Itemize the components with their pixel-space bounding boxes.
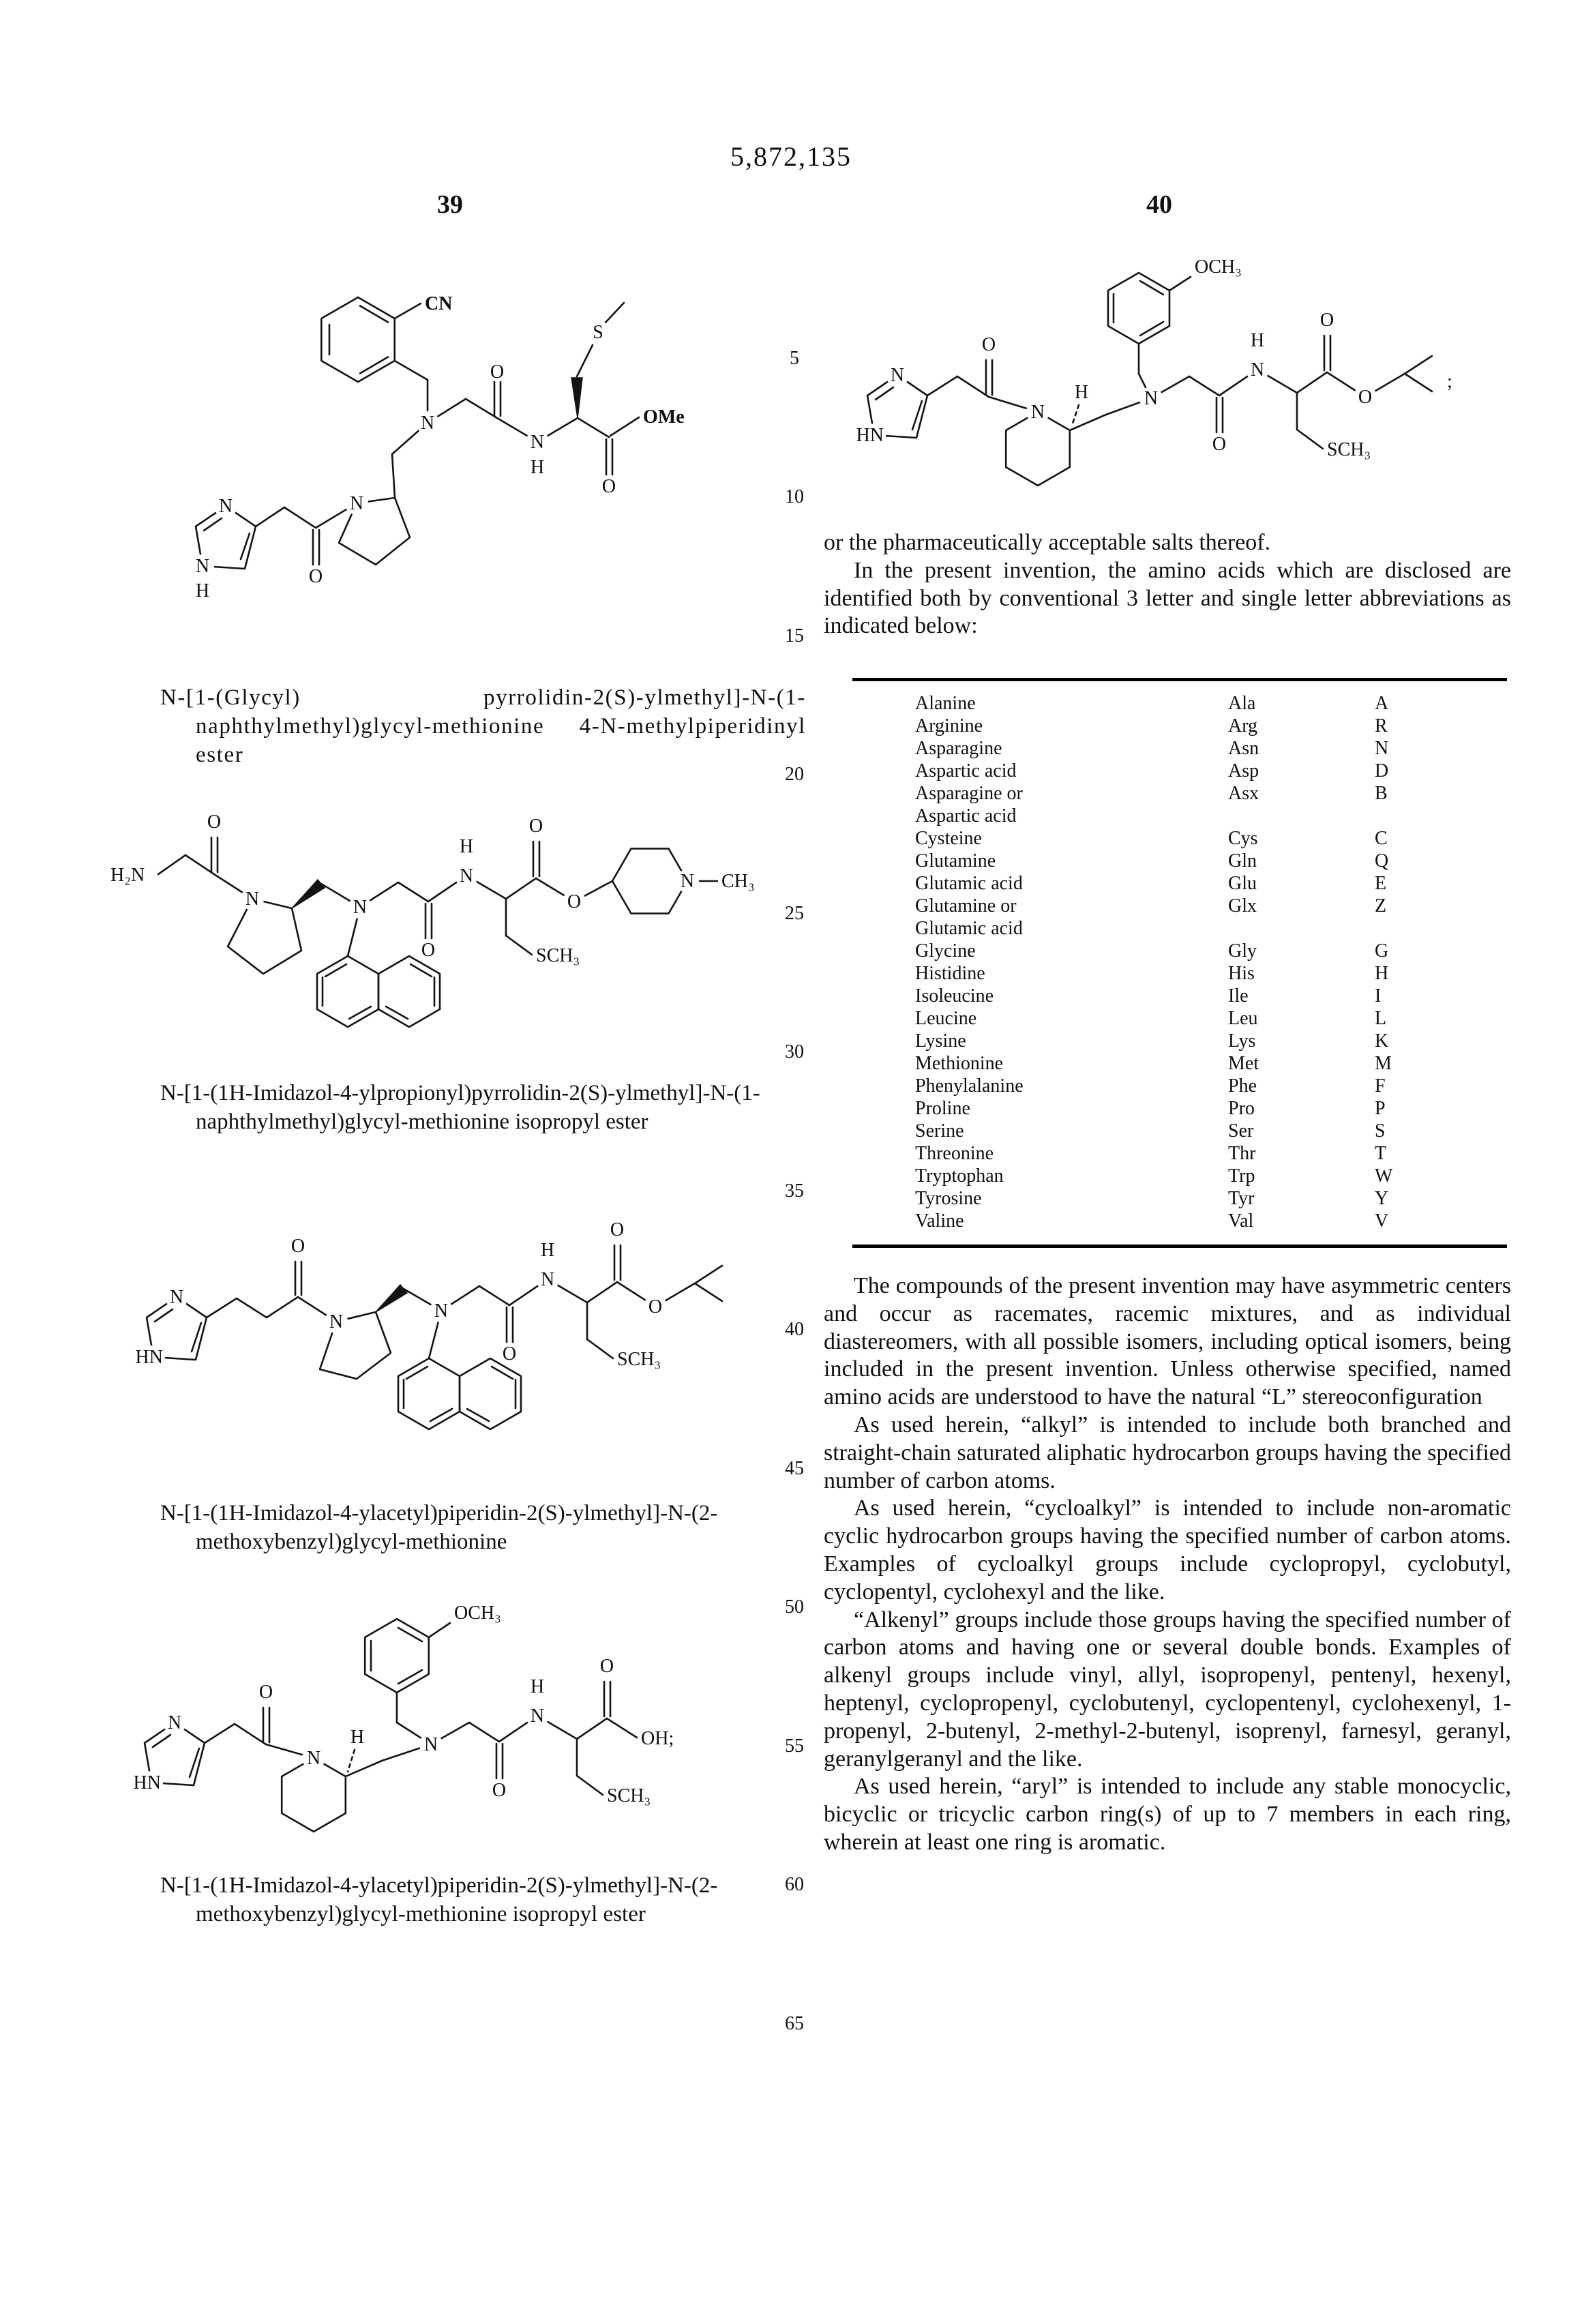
amino-name: Valine	[915, 1210, 964, 1232]
atom-label: ;	[1447, 371, 1452, 392]
amino-abbr3: Pro	[1228, 1098, 1255, 1119]
para-alkyl: As used herein, “alkyl” is intended to include both branched and straight-chain saturated aliphatic hydrocarbon groups having the specified number of carbon atoms.	[824, 1412, 1511, 1493]
structure-drawing-2	[82, 792, 764, 1086]
table-row	[852, 962, 1507, 985]
atom-label: N	[530, 1705, 545, 1727]
amino-name	[852, 895, 1228, 940]
chemical-structure-4	[89, 1579, 771, 1862]
compound-name-3: N-[1-(1H-Imidazol-4-ylacetyl)piperidin-2(S)-ylmethyl]-N-(2-methoxybenzyl)glycyl-methionine	[160, 1501, 718, 1554]
atom-label: H	[1250, 330, 1265, 351]
amino-name: Proline	[915, 1098, 970, 1119]
amino-abbr1: W	[1375, 1165, 1393, 1187]
amino-abbr3: Val	[1228, 1210, 1254, 1232]
amino-abbr1: N	[1375, 738, 1389, 759]
table-row	[852, 1007, 1507, 1030]
amino-abbr3: Glu	[1228, 873, 1257, 894]
atom-label: H	[195, 580, 210, 601]
amino-name: Lysine	[915, 1030, 966, 1052]
amino-abbr3: Leu	[1228, 1008, 1258, 1029]
atom-label: N	[195, 556, 210, 577]
amino-abbr1: C	[1375, 828, 1388, 849]
bond-lines	[147, 1245, 722, 1429]
atom-label: O	[1358, 387, 1373, 408]
atom-label: N	[349, 493, 364, 514]
amino-abbr3: Asp	[1228, 760, 1259, 781]
line-number: 35	[785, 1180, 804, 1202]
atom-label: H	[530, 457, 545, 478]
amino-name: Asparagine	[915, 738, 1002, 759]
amino-abbr1: V	[1375, 1210, 1389, 1232]
line-number: 60	[785, 1874, 804, 1895]
benzene-ring	[365, 1619, 429, 1693]
atom-label: H	[350, 1727, 365, 1748]
table-row	[852, 872, 1507, 895]
para-amino-intro: In the present invention, the amino acids which are disclosed are identified both by conventional 3 letter and single letter abbreviations as indicated below:	[824, 557, 1511, 639]
atom-label: H₂N	[110, 865, 145, 886]
compound-name-2: N-[1-(1H-Imidazol-4-ylpropionyl)pyrrolidin-2(S)-ylmethyl]-N-(1-naphthylmethyl)glycyl-methionine isopropyl ester	[160, 1081, 760, 1134]
amino-abbr3: Ala	[1228, 693, 1256, 714]
amino-abbr1: M	[1375, 1053, 1392, 1074]
table-row	[852, 940, 1507, 962]
amino-abbr3: Tyr	[1228, 1188, 1255, 1209]
benzene-ring	[321, 297, 394, 382]
atom-label: H	[540, 1240, 555, 1261]
atom-label: SCH₃	[607, 1785, 651, 1806]
line-number: 45	[785, 1458, 804, 1479]
amino-abbr1: S	[1375, 1120, 1386, 1142]
amino-abbr1: F	[1375, 1075, 1386, 1097]
atom-label: H	[459, 836, 474, 857]
amino-name: Phenylalanine	[915, 1075, 1024, 1097]
atom-label: O	[502, 1343, 517, 1365]
line-number: 30	[785, 1041, 804, 1062]
patent-number: 5,872,135	[730, 141, 852, 172]
amino-abbr1: G	[1375, 940, 1389, 962]
table-row	[852, 782, 1507, 827]
amino-abbr3: Cys	[1228, 828, 1258, 849]
atom-labels	[856, 256, 1452, 460]
atom-label: O	[648, 1296, 663, 1317]
atom-label: N	[218, 496, 233, 517]
line-number: 15	[785, 625, 804, 646]
atom-label: O	[290, 1236, 305, 1257]
atom-label: O	[528, 816, 543, 837]
amino-abbr1: Y	[1375, 1188, 1389, 1209]
table-row	[852, 760, 1507, 782]
structure-drawing-4	[89, 1579, 771, 1859]
table-row	[852, 715, 1507, 737]
amino-abbr3: Met	[1228, 1053, 1259, 1074]
amino-name: Threonine	[915, 1143, 994, 1164]
line-number: 10	[785, 486, 804, 507]
amino-abbr1: L	[1375, 1008, 1387, 1029]
table-row	[852, 1165, 1507, 1187]
amino-abbr1: R	[1375, 715, 1388, 736]
table-row	[852, 1075, 1507, 1097]
atom-label: N	[1030, 402, 1045, 423]
table-row	[852, 1052, 1507, 1075]
bond-lines	[145, 1619, 637, 1832]
line-number: 20	[785, 764, 804, 785]
amino-abbr1: A	[1375, 693, 1389, 714]
amino-abbr1: I	[1375, 985, 1382, 1007]
column-number-left: 39	[437, 190, 463, 219]
para-cycloalkyl: As used herein, “cycloalkyl” is intended to include non-aromatic cyclic hydrocarbon groups having the specified number of carbon atoms. Examples of cycloalkyl groups include cyclopropyl, cyclobutyl, cyclopentyl, cyclohexyl and the like.	[824, 1495, 1511, 1605]
naphthalene-ring	[460, 1358, 521, 1429]
table-row	[852, 1187, 1507, 1210]
atom-label: O	[567, 891, 582, 912]
line-number: 65	[785, 2013, 804, 2034]
amino-abbr3: Phe	[1228, 1075, 1257, 1097]
atom-label: O	[610, 1219, 625, 1240]
amino-name: Cysteine	[915, 828, 982, 849]
atom-label: N	[1144, 388, 1159, 409]
amino-name: Arginine	[915, 715, 983, 736]
atom-label: HN	[856, 425, 884, 446]
amino-abbr3: Gly	[1228, 940, 1257, 962]
amino-name-line1: Asparagine or	[915, 783, 1023, 804]
atom-label: O	[308, 566, 323, 587]
amino-abbr3: Asn	[1228, 738, 1259, 759]
atom-label: CH₃	[721, 871, 755, 892]
amino-name: Aspartic acid	[915, 760, 1017, 781]
amino-name: Glutamine	[915, 850, 996, 872]
para-aryl: As used herein, “aryl” is intended to include any stable monocyclic, bicyclic or tricyclic carbon ring(s) of up to 7 members in each ring, wherein at least one ring is aromatic.	[824, 1774, 1511, 1855]
atom-label: N	[306, 1748, 321, 1769]
table-row	[852, 985, 1507, 1007]
amino-acid-table	[852, 678, 1507, 1248]
atom-label: N	[890, 365, 905, 386]
atom-label: N	[420, 413, 435, 434]
atom-labels	[110, 811, 755, 966]
right-column-text-top	[824, 529, 1511, 640]
atom-labels	[134, 1603, 674, 1806]
amino-abbr3: Ile	[1228, 985, 1249, 1007]
atom-label: O	[981, 334, 996, 355]
amino-name-line1: Glutamine or	[915, 895, 1017, 917]
amino-name: Isoleucine	[915, 985, 994, 1007]
atom-label: HN	[135, 1347, 163, 1368]
amino-abbr1: D	[1375, 760, 1389, 781]
column-number-right: 40	[1146, 190, 1172, 219]
atom-label: OH;	[641, 1728, 674, 1749]
atom-label: N	[423, 1734, 438, 1755]
table-row	[852, 895, 1507, 940]
para-alkenyl: “Alkenyl” groups include those groups having the specified number of carbon atoms and having one or several double bonds. Examples of alkenyl groups include vinyl, allyl, isopropenyl, pentenyl, hexenyl, heptenyl, cyclopropenyl, cyclobutenyl, cyclopentenyl, cyclohexenyl, 1-propenyl, 2-butenyl, 2-methyl-2-butenyl, isoprenyl, farnesyl, geranyl, geranylgeranyl and the like.	[824, 1607, 1511, 1772]
line-number: 25	[785, 903, 804, 924]
atom-label: S	[593, 322, 603, 343]
amino-name: Tryptophan	[915, 1165, 1004, 1187]
atom-label: O	[492, 1780, 507, 1801]
table-row	[852, 737, 1507, 760]
amino-name: Histidine	[915, 963, 985, 984]
line-number: 50	[785, 1596, 804, 1618]
atom-label: N	[434, 1300, 449, 1322]
amino-abbr1: P	[1375, 1098, 1386, 1119]
table-row	[852, 692, 1507, 715]
atom-label: O	[207, 811, 222, 833]
amino-abbr3: Glx	[1228, 895, 1257, 917]
structure-drawing-1	[153, 237, 753, 660]
table-row	[852, 1120, 1507, 1142]
amino-abbr3: Lys	[1228, 1030, 1256, 1052]
atom-label: N	[530, 432, 545, 453]
table-row	[852, 1030, 1507, 1052]
amino-name: Glutamic acid	[915, 873, 1023, 894]
amino-abbr1: Z	[1375, 895, 1387, 917]
table-row	[852, 850, 1507, 872]
amino-abbr1: T	[1375, 1143, 1387, 1164]
para-salts: or the pharmaceutically acceptable salts thereof.	[824, 530, 1271, 555]
atom-label: O	[1319, 310, 1334, 331]
atom-label: OMe	[643, 406, 685, 428]
benzene-ring	[1108, 273, 1169, 344]
atom-label: SCH₃	[617, 1349, 661, 1370]
structure-drawing-3	[92, 1202, 747, 1440]
amino-name: Leucine	[915, 1008, 977, 1029]
structure-drawing-5	[818, 240, 1541, 513]
atom-label: N	[167, 1712, 182, 1733]
table-row	[852, 1210, 1507, 1232]
amino-abbr1: B	[1375, 783, 1388, 804]
amino-name: Glycine	[915, 940, 976, 962]
amino-name-line2: Aspartic acid	[915, 805, 1017, 826]
atom-label: N	[329, 1311, 344, 1332]
amino-abbr3: Trp	[1228, 1165, 1255, 1187]
chemical-structure-1	[153, 237, 753, 664]
atom-label: N	[245, 889, 260, 910]
amino-abbr1: Q	[1375, 850, 1389, 872]
amino-abbr3: His	[1228, 963, 1255, 984]
pyrrolidine-ring	[228, 899, 301, 974]
amino-abbr3: Gln	[1228, 850, 1257, 872]
atom-label: O	[1212, 434, 1227, 455]
atom-label: CN	[425, 293, 453, 314]
naphthalene-ring	[378, 956, 440, 1027]
right-column-text-bottom	[824, 1272, 1511, 1857]
line-number: 5	[790, 348, 799, 369]
atom-label: O	[421, 940, 436, 961]
table-row	[852, 1142, 1507, 1165]
amino-abbr3: Thr	[1228, 1143, 1256, 1164]
amino-name-line2: Glutamic acid	[915, 918, 1023, 939]
amino-abbr1: H	[1375, 963, 1389, 984]
amino-abbr1: E	[1375, 873, 1387, 894]
atom-label: HN	[133, 1772, 161, 1793]
atom-label: O	[601, 476, 616, 497]
bond-lines	[158, 837, 717, 1027]
atom-label: O	[490, 361, 505, 383]
bond-lines	[196, 297, 639, 569]
atom-label: H	[530, 1676, 545, 1697]
amino-name	[852, 782, 1228, 827]
compound-name-4: N-[1-(1H-Imidazol-4-ylacetyl)piperidin-2(S)-ylmethyl]-N-(2-methoxybenzyl)glycyl-methionine isopropyl ester	[160, 1873, 718, 1926]
compound-name-1: N-[1-(Glycyl) pyrrolidin-2(S)-ylmethyl]-N-(1-naphthylmethyl)glycyl-methionine 4-N-methylpiperidinyl ester	[160, 685, 806, 767]
chemical-structure-3	[92, 1202, 747, 1444]
atom-label: N	[680, 871, 695, 892]
atom-label: SCH₃	[536, 945, 580, 966]
amino-name: Methionine	[915, 1053, 1004, 1074]
amino-name: Serine	[915, 1120, 964, 1142]
atom-labels	[191, 293, 685, 601]
para-isomers: The compounds of the present invention may have asymmetric centers and occur as racemates, racemic mixtures, and as individual diastereomers, with all possible isomers, including optical isomers, being included in the present invention. Unless otherwise specified, named amino acids are understood to have the natural “L” stereoconfiguration	[824, 1273, 1511, 1410]
atom-label: OCH₃	[1195, 256, 1242, 278]
amino-name: Tyrosine	[915, 1188, 982, 1209]
naphthalene-ring	[317, 956, 378, 1027]
amino-name: Alanine	[915, 693, 976, 714]
table-row	[852, 1097, 1507, 1120]
chemical-structure-5	[818, 240, 1541, 516]
amino-abbr1: K	[1375, 1030, 1389, 1052]
amino-abbr3: Arg	[1228, 715, 1258, 736]
atom-label: N	[540, 1269, 555, 1290]
line-number: 55	[785, 1735, 804, 1757]
line-number: 40	[785, 1319, 804, 1340]
naphthalene-ring	[398, 1358, 460, 1429]
atom-label: N	[169, 1287, 184, 1308]
atom-label: H	[1074, 382, 1089, 403]
table-row	[852, 827, 1507, 850]
atom-label: OCH₃	[454, 1603, 501, 1624]
atom-label: N	[1250, 359, 1265, 381]
chemical-structure-2	[82, 792, 764, 1089]
atom-label: N	[353, 897, 368, 918]
amino-abbr3: Asx	[1228, 783, 1259, 804]
amino-abbr3: Ser	[1228, 1120, 1254, 1142]
atom-label: N	[459, 865, 474, 887]
atom-label: SCH₃	[1327, 439, 1371, 460]
atom-label: O	[599, 1656, 614, 1677]
atom-label: O	[258, 1682, 273, 1703]
